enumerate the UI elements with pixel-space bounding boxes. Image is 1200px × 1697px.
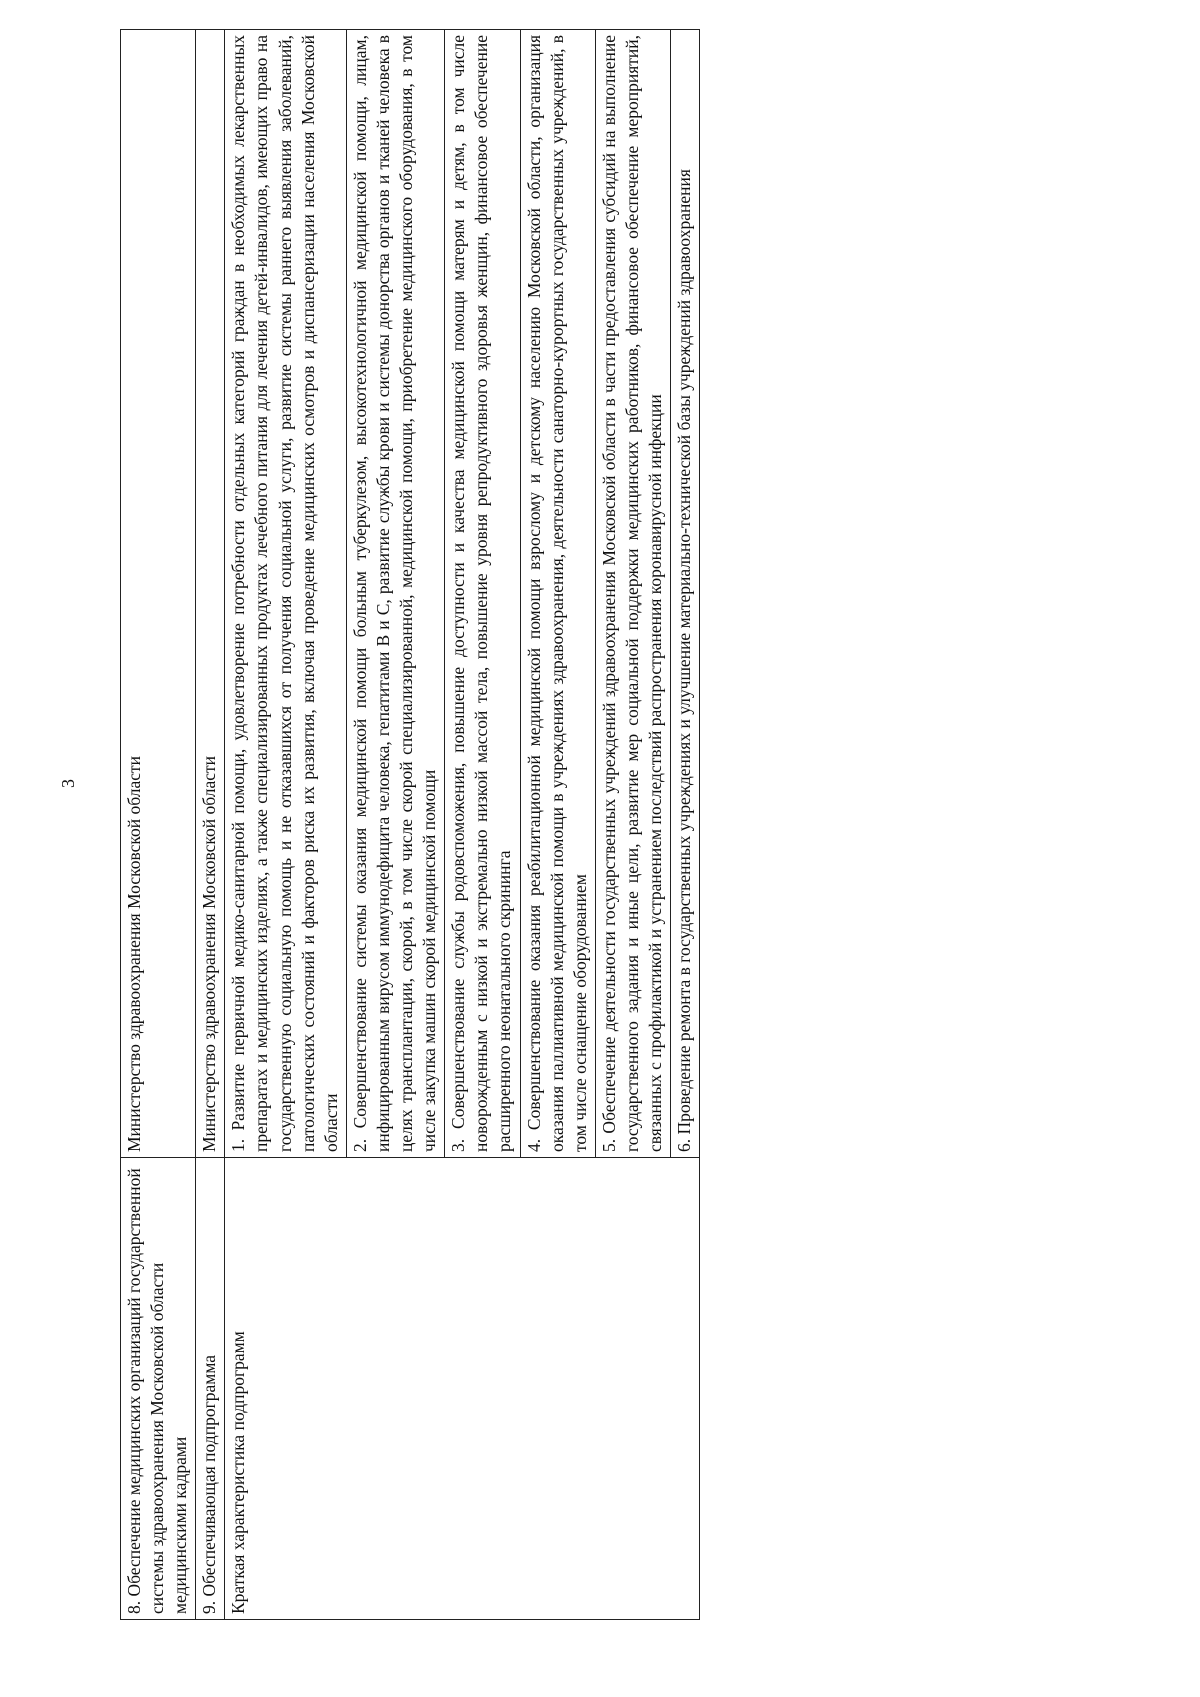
table-row — [225, 30, 346, 1620]
summary-label: Краткая характеристика подпрограмм — [225, 1158, 700, 1620]
rotated-table-sheet — [120, 30, 1060, 1620]
row-value: Министерство здравоохранения Московской области — [196, 30, 225, 1158]
summary-item: 6. Проведение ремонта в государственных учреждениях и улучшение материально-технической базы учреждений здравоохранения — [671, 30, 700, 1158]
summary-item: 1. Развитие первичной медико-санитарной помощи, удовлетворение потребности отдельных категорий граждан в необходимых лекарственных препаратах и медицинских изделиях, а также специализированных продуктах лечебного питания для лечения детей-инвалидов, имеющих право на государственную социальную помощь и не отказавшихся от получения социальной услуги, развитие системы раннего выявления заболеваний, патологических состояний и факторов риска их развития, включая проведение медицинских осмотров и диспансеризации населения Московской области — [225, 30, 346, 1158]
summary-item: 2. Совершенствование системы оказания медицинской помощи больным туберкулезом, высокотехнологичной медицинской помощи, лицам, инфицированным вирусом иммунодефицита человека, гепатитами В и С, развитие службы крови и системы донорства органов и тканей человека в целях трансплантации, скорой, в том числе скорой специализированной, медицинской помощи, приобретение медицинского оборудования, в том числе закупка машин скорой медицинской помощи — [346, 30, 444, 1158]
summary-item: 5. Обеспечение деятельности государственных учреждений здравоохранения Московской области в части предоставления субсидий на выполнение государственного задания и иные цели, развитие мер социальной поддержки медицинских работников, финансовое обеспечение мероприятий, связанных с профилактикой и устранением последствий распространения коронавирусной инфекции — [595, 30, 670, 1158]
summary-item: 3. Совершенствование службы родовспоможения, повышение доступности и качества медицинской помощи матерям и детям, в том числе новорожденным с низкой и экстремально низкой массой тела, повышение уровня репродуктивного здоровья женщин, финансовое обеспечение расширенного неонатального скрининга — [445, 30, 520, 1158]
page-number: 3 — [58, 779, 78, 788]
passport-table — [120, 29, 700, 1620]
row-value: Министерство здравоохранения Московской области — [121, 30, 196, 1158]
row-label: 9. Обеспечивающая подпрограмма — [196, 1158, 225, 1620]
summary-item: 4. Совершенствование оказания реабилитационной медицинской помощи взрослому и детскому населению Московской области, организация оказания паллиативной медицинской помощи в учреждениях здравоохранения, деятельности санаторно-курортных государственных учреждений, в том числе оснащение оборудованием — [520, 30, 595, 1158]
row-label: 8. Обеспечение медицинских организаций государственной системы здравоохранения Московской области медицинскими кадрами — [121, 1158, 196, 1620]
table-row — [196, 30, 225, 1620]
table-row — [121, 30, 196, 1620]
